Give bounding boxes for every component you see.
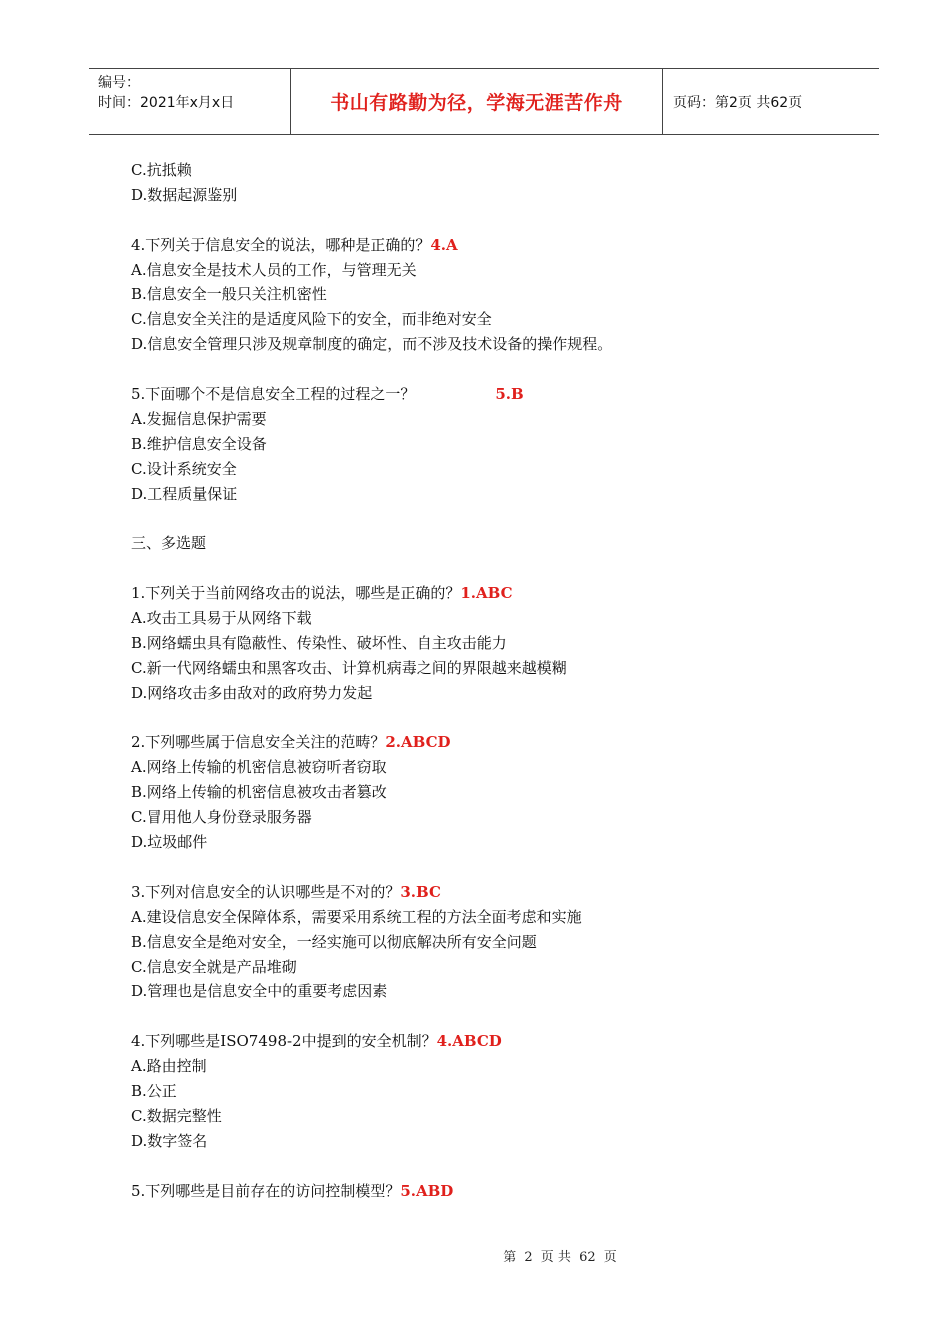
answer-key: 5.ABD xyxy=(400,1181,454,1200)
text-line xyxy=(131,755,851,780)
footer-page-number: 2 xyxy=(524,1250,533,1265)
text-line xyxy=(131,656,851,681)
header-page-label: 页码：第2页 共62页 xyxy=(673,94,803,111)
text-line xyxy=(131,531,851,556)
page-footer xyxy=(0,1246,950,1265)
number-label: 编号： xyxy=(98,75,140,91)
question-line xyxy=(131,233,851,258)
line-text: 4.下列关于信息安全的说法，哪种是正确的？ xyxy=(131,235,431,254)
footer-suffix: 页 xyxy=(603,1250,617,1265)
question-line xyxy=(131,581,851,606)
line-text: A.路由控制 xyxy=(131,1057,207,1076)
time-label: 时间：2021年x月x日 xyxy=(98,95,235,111)
text-line xyxy=(131,805,851,830)
text-line xyxy=(131,979,851,1004)
line-text: C.设计系统安全 xyxy=(131,459,237,478)
blank-line xyxy=(131,208,851,233)
answer-key: 1.ABC xyxy=(460,584,513,603)
line-text: B.公正 xyxy=(131,1081,177,1100)
answer-key: 4.ABCD xyxy=(436,1032,502,1051)
blank-line xyxy=(131,1004,851,1029)
text-line xyxy=(131,830,851,855)
text-line xyxy=(131,905,851,930)
line-text: B.信息安全一般只关注机密性 xyxy=(131,285,327,304)
line-text: D.垃圾邮件 xyxy=(131,833,208,852)
footer-prefix: 第 xyxy=(503,1250,517,1265)
line-text: B.信息安全是绝对安全，一经实施可以彻底解决所有安全问题 xyxy=(131,932,537,951)
line-text: D.网络攻击多由敌对的政府势力发起 xyxy=(131,683,373,702)
text-line xyxy=(131,780,851,805)
line-text: C.信息安全就是产品堆砌 xyxy=(131,957,297,976)
line-text: D.工程质量保证 xyxy=(131,484,238,503)
line-text: D.数字签名 xyxy=(131,1131,208,1150)
answer-key: 3.BC xyxy=(400,882,441,901)
line-text: 5.下列哪些是目前存在的访问控制模型？ xyxy=(131,1181,401,1200)
question-line xyxy=(131,382,851,407)
text-line xyxy=(131,158,851,183)
line-text: A.发掘信息保护需要 xyxy=(131,409,267,428)
line-text: A.信息安全是技术人员的工作，与管理无关 xyxy=(131,260,417,279)
footer-middle: 页 共 xyxy=(540,1250,571,1265)
line-text: A.建设信息安全保障体系，需要采用系统工程的方法全面考虑和实施 xyxy=(131,907,582,926)
blank-line xyxy=(131,556,851,581)
line-text: D.信息安全管理只涉及规章制度的确定，而不涉及技术设备的操作规程。 xyxy=(131,335,613,354)
blank-line xyxy=(131,706,851,731)
text-line xyxy=(131,631,851,656)
blank-line xyxy=(131,1154,851,1179)
line-text: C.冒用他人身份登录服务器 xyxy=(131,808,312,827)
blank-line xyxy=(131,357,851,382)
text-line xyxy=(131,307,851,332)
document-body xyxy=(131,158,851,1203)
blank-line xyxy=(131,506,851,531)
text-line xyxy=(131,183,851,208)
text-line xyxy=(131,606,851,631)
line-text: D.管理也是信息安全中的重要考虑因素 xyxy=(131,982,388,1001)
text-line xyxy=(131,258,851,283)
text-line xyxy=(131,681,851,706)
text-line xyxy=(131,930,851,955)
line-text: 1.下列关于当前网络攻击的说法，哪些是正确的？ xyxy=(131,584,461,603)
line-text: A.网络上传输的机密信息被窃听者窃取 xyxy=(131,758,387,777)
line-text: B.网络上传输的机密信息被攻击者篡改 xyxy=(131,783,387,802)
text-line xyxy=(131,1079,851,1104)
answer-key: 5.B xyxy=(495,385,524,404)
line-text: D.数据起源鉴别 xyxy=(131,185,238,204)
line-text: 5.下面哪个不是信息安全工程的过程之一？ xyxy=(131,385,416,404)
footer-total-pages: 62 xyxy=(579,1250,596,1265)
question-line xyxy=(131,1029,851,1054)
text-line xyxy=(131,332,851,357)
line-text: B.维护信息安全设备 xyxy=(131,434,267,453)
line-text: C.信息安全关注的是适度风险下的安全，而非绝对安全 xyxy=(131,310,492,329)
text-line xyxy=(131,457,851,482)
header-meta xyxy=(89,69,291,134)
line-text: B.网络蠕虫具有隐蔽性、传染性、破坏性、自主攻击能力 xyxy=(131,633,507,652)
page-header xyxy=(89,68,879,135)
answer-key: 4.A xyxy=(430,235,458,254)
text-line xyxy=(131,1054,851,1079)
line-text: A.攻击工具易于从网络下载 xyxy=(131,609,312,628)
text-line xyxy=(131,407,851,432)
question-line xyxy=(131,730,851,755)
blank-line xyxy=(131,855,851,880)
text-line xyxy=(131,432,851,457)
line-text: C.数据完整性 xyxy=(131,1106,222,1125)
text-line xyxy=(131,955,851,980)
answer-key: 2.ABCD xyxy=(385,733,451,752)
text-line xyxy=(131,1129,851,1154)
text-line xyxy=(131,1104,851,1129)
text-line xyxy=(131,282,851,307)
question-line xyxy=(131,880,851,905)
line-text: 三、多选题 xyxy=(131,534,207,553)
line-text: 3.下列对信息安全的认识哪些是不对的？ xyxy=(131,882,401,901)
line-text: C.抗抵赖 xyxy=(131,161,192,179)
line-text: C.新一代网络蠕虫和黑客攻击、计算机病毒之间的界限越来越模糊 xyxy=(131,658,567,677)
line-text: 4.下列哪些是ISO7498-2中提到的安全机制？ xyxy=(131,1032,437,1051)
header-motto: 书山有路勤为径，学海无涯苦作舟 xyxy=(291,69,663,134)
line-text: 2.下列哪些属于信息安全关注的范畴？ xyxy=(131,733,386,752)
text-line xyxy=(131,482,851,507)
question-line xyxy=(131,1179,851,1204)
